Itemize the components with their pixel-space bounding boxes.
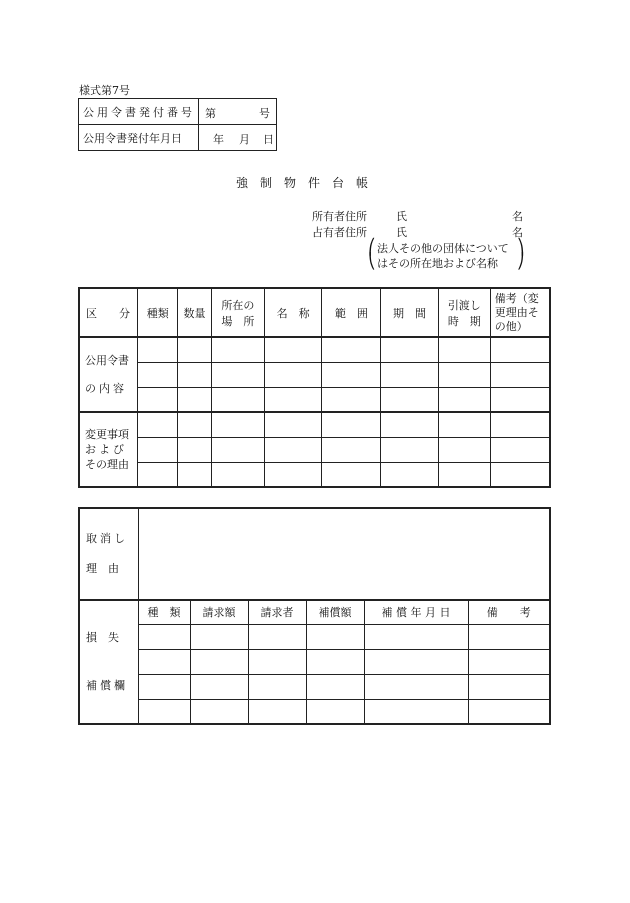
table-cell[interactable] [381,437,439,462]
section-changes [79,412,138,487]
cancel-reason-line2: 理 由 [86,562,119,575]
table-cell[interactable] [490,437,550,462]
table-cell[interactable] [438,337,490,362]
table-cell[interactable] [138,462,178,487]
table-cell[interactable] [190,649,248,674]
dai-text: 第 [205,107,216,120]
table-cell[interactable] [438,437,490,462]
table-cell[interactable] [248,649,306,674]
table-cell[interactable] [306,649,364,674]
cancel-reason-label [79,508,138,600]
header-kikan: 期 間 [381,288,439,337]
table-cell[interactable] [264,412,322,437]
table-row [79,462,550,487]
form-number-label: 様式第7号 [79,84,130,97]
table-cell[interactable] [322,387,381,412]
day-text: 日 [263,133,274,146]
header-biko-line3: の他） [494,319,528,333]
issuance-number-label: 公用令書発付番号 [79,99,199,125]
header-shurui: 種類 [138,288,178,337]
table-cell[interactable] [138,387,178,412]
cancel-reason-field[interactable] [138,508,550,600]
table-cell[interactable] [438,387,490,412]
section-order-content [79,337,138,412]
table-cell[interactable] [211,337,264,362]
header-kubun: 区 分 [79,288,138,337]
document-title: 強 制 物 件 台 帳 [236,176,369,190]
table-cell[interactable] [211,362,264,387]
comp-header-seikyu-sha: 請求者 [248,600,306,624]
issuance-date-field[interactable] [199,125,277,151]
table-cell[interactable] [490,387,550,412]
table-row [79,649,550,674]
table-row [79,674,550,699]
header-shozai [211,288,264,337]
table-cell[interactable] [381,362,439,387]
table-cell[interactable] [190,699,248,724]
header-meisho: 名 称 [264,288,322,337]
table-cell[interactable] [138,412,178,437]
table-cell[interactable] [364,649,468,674]
table-cell[interactable] [178,362,212,387]
table-cell[interactable] [248,674,306,699]
owner-mei: 名 [512,210,523,223]
table-cell[interactable] [306,674,364,699]
table-cell[interactable] [490,337,550,362]
header-biko-line1: 備考（変 [494,291,539,305]
occupant-shi: 氏 [396,226,407,239]
comp-header-seikyu-gaku: 請求額 [190,600,248,624]
table-cell[interactable] [468,699,550,724]
header-shozai-line2: 場 所 [221,314,255,328]
table-cell[interactable] [381,412,439,437]
issuance-info-table [78,98,277,151]
table-cell[interactable] [306,624,364,649]
issuance-date-label: 公用令書発付年月日 [79,125,199,151]
table-cell[interactable] [322,437,381,462]
table-cell[interactable] [364,674,468,699]
section-order-line2: の内容 [85,381,127,395]
header-hikiwatashi-line2: 時 期 [447,314,481,328]
table-cell[interactable] [264,362,322,387]
table-row [79,624,550,649]
loss-line2: 補償欄 [86,679,128,692]
table-cell[interactable] [248,624,306,649]
table-cell[interactable] [381,462,439,487]
right-bracket-bottom: ⎠ [517,252,525,270]
table-cell[interactable] [468,674,550,699]
issuance-number-field[interactable] [199,99,277,125]
table-cell[interactable] [211,387,264,412]
table-cell[interactable] [490,362,550,387]
table-cell[interactable] [178,437,212,462]
comp-header-hosho-date: 補 償 年 月 日 [364,600,468,624]
table-cell[interactable] [364,699,468,724]
table-cell[interactable] [381,387,439,412]
go-text: 号 [259,107,270,120]
table-row [79,362,550,387]
table-cell[interactable] [190,674,248,699]
table-cell[interactable] [322,412,381,437]
left-bracket-top: ⎛ [368,238,376,256]
table-cell[interactable] [138,649,190,674]
right-bracket-top: ⎞ [517,238,525,256]
corporate-note-line1: 法人その他の団体について [377,242,509,255]
table-row [79,437,550,462]
table-cell[interactable] [264,437,322,462]
cancel-reason-line1: 取消し [86,532,128,545]
header-hani: 範 囲 [322,288,381,337]
section-changes-line1: 変更事項 [85,428,129,441]
table-cell[interactable] [178,337,212,362]
table-cell[interactable] [468,624,550,649]
section-changes-line2: および [85,443,127,456]
header-biko-line2: 更理由そ [494,305,539,319]
comp-header-hosho-gaku: 補償額 [306,600,364,624]
table-cell[interactable] [248,699,306,724]
table-cell[interactable] [490,412,550,437]
header-suryo: 数量 [178,288,212,337]
cancellation-table [78,507,551,725]
table-cell[interactable] [138,699,190,724]
table-cell[interactable] [438,462,490,487]
table-cell[interactable] [364,624,468,649]
table-cell[interactable] [138,337,178,362]
section-order-line1: 公用令書 [85,353,129,367]
section-changes-line3: その理由 [85,458,129,471]
year-text: 年 [213,133,224,146]
table-cell[interactable] [138,362,178,387]
occupant-address-label: 占有者住所 [312,226,367,239]
table-cell[interactable] [490,462,550,487]
table-cell[interactable] [438,412,490,437]
left-bracket-bottom: ⎝ [368,252,376,270]
table-cell[interactable] [211,462,264,487]
table-cell[interactable] [264,337,322,362]
table-cell[interactable] [264,387,322,412]
table-cell[interactable] [322,462,381,487]
table-cell[interactable] [211,437,264,462]
table-cell[interactable] [138,624,190,649]
table-cell[interactable] [322,337,381,362]
table-row [79,387,550,412]
table-cell[interactable] [190,624,248,649]
table-cell[interactable] [178,387,212,412]
loss-compensation-label [79,600,138,724]
corporate-note-line2: はその所在地および名称 [377,257,498,270]
header-shozai-line1: 所在の [221,298,255,312]
table-cell[interactable] [178,462,212,487]
table-cell[interactable] [264,462,322,487]
table-cell[interactable] [322,362,381,387]
comp-header-shurui: 種 類 [138,600,190,624]
table-cell[interactable] [138,674,190,699]
table-cell[interactable] [306,699,364,724]
table-cell[interactable] [468,649,550,674]
header-hikiwatashi [438,288,490,337]
table-cell[interactable] [138,437,178,462]
header-hikiwatashi-line1: 引渡し [447,298,481,312]
month-text: 月 [239,133,250,146]
table-cell[interactable] [438,362,490,387]
header-biko [490,288,550,337]
table-cell[interactable] [211,412,264,437]
comp-header-biko: 備 考 [468,600,550,624]
owner-shi: 氏 [396,210,407,223]
table-row [79,699,550,724]
occupant-mei: 名 [512,226,523,239]
property-table [78,287,551,488]
table-cell[interactable] [381,337,439,362]
table-cell[interactable] [178,412,212,437]
owner-address-label: 所有者住所 [312,210,367,223]
loss-line1: 損 失 [86,631,119,644]
